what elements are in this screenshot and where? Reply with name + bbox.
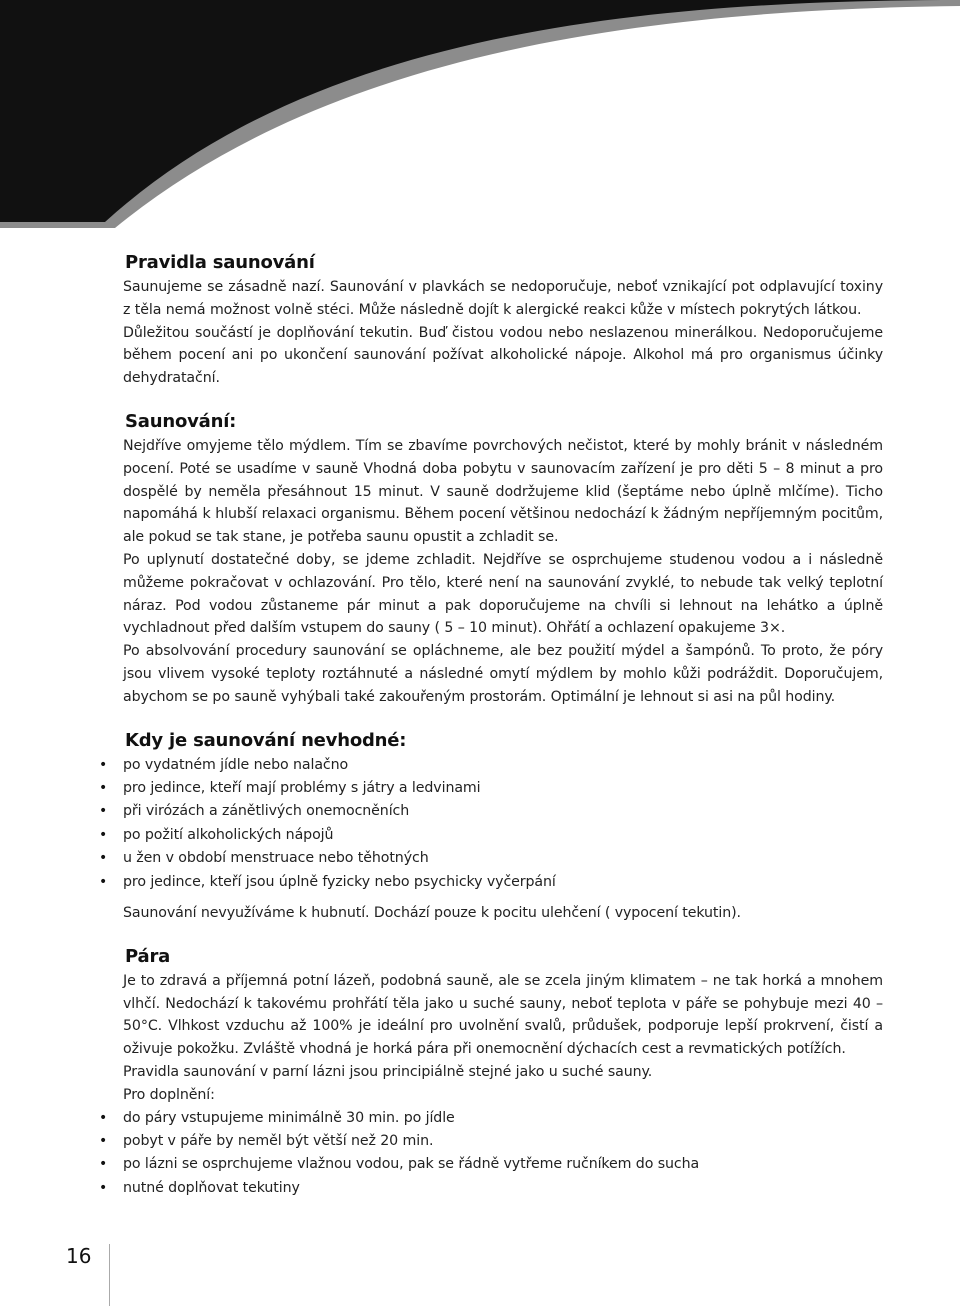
section-title: Pravidla saunování	[125, 252, 315, 273]
bullet-icon: •	[99, 779, 108, 796]
list-item: • pobyt v páře by neměl být větší než 20 min.	[123, 1130, 883, 1153]
note: Saunování nevyužíváme k hubnutí. Dochází pouze k pocitu ulehčení ( vypocení tekutin).	[123, 904, 741, 921]
bullet-list	[99, 754, 883, 894]
paragraph: Po absolvování procedury saunování se opláchneme, ale bez použití mýdel a šampónů. To proto, že póry jsou vlivem vysoké teploty roztáhnuté a následné omytí mýdlem by mohlo kůži podráždit. Doporučujem, abychom se po sauně vyhýbali také zakouřeným prostorám. Optimální je lehnout si asi na půl hodiny.	[123, 643, 883, 705]
paragraph: Důležitou součástí je doplňování tekutin. Buď čistou vodou nebo neslazenou minerálkou. Nedoporučujeme během pocení ani po ukončení saunování požívat alkoholické nápoje. Alkohol má pro organismus účinky dehydratační.	[123, 324, 883, 387]
section-steam	[99, 945, 883, 1200]
bullet-list	[99, 1107, 883, 1201]
bullet-icon: •	[99, 756, 108, 773]
page-number: 16	[66, 1244, 92, 1268]
list-item: • po vydatném jídle nebo nalačno	[123, 754, 883, 777]
list-item: • nutné doplňovat tekutiny	[123, 1177, 883, 1200]
paragraph: Nejdříve omyjeme tělo mýdlem. Tím se zbavíme povrchových nečistot, které by mohly bránit v následném pocení. Poté se usadíme v sauně Vhodná doba pobytu v saunovacím zařízení je pro děti 5 – 8 minut a pro dospělé by neměla přesáhnout 15 minut. V sauně dodržujeme klid (šeptáme nebo úplně mlčíme). Ticho napomáhá k hlubší relaxaci organismu. Během pocení většinou nedochází k žádným nepříjemným pocitům, ale pokud se tak stane, je potřeba saunu opustit a zchladit se.	[123, 437, 883, 546]
list-item: • pro jedince, kteří jsou úplně fyzicky nebo psychicky vyčerpání	[123, 871, 883, 894]
bullet-icon: •	[99, 1132, 108, 1149]
paragraph: Pravidla saunování v parní lázni jsou principiálně stejné jako u suché sauny.	[123, 1063, 653, 1080]
bullet-icon: •	[99, 1109, 108, 1126]
bullet-icon: •	[99, 1156, 108, 1173]
section-title: Kdy je saunování nevhodné:	[125, 729, 407, 751]
paragraph: Pro doplnění:	[123, 1086, 215, 1103]
section-title: Saunování:	[125, 410, 237, 432]
paragraph: Po uplynutí dostatečné doby, se jdeme zchladit. Nejdříve se osprchujeme studenou vodou a i následně můžeme pokračovat v ochlazování. Pro tělo, které není na saunování zvyklé, to nebude tak velký teplotní náraz. Pod vodou zůstaneme pár minut a pak doporučujeme na chvíli si lehnout na lehátko a úplně vychladnout před dalším vstupem do sauny ( 5 – 10 minut). Ohřátí a ochlazení opakujeme 3×.	[123, 551, 883, 637]
section-sauna-rules	[123, 252, 883, 390]
list-item: • pro jedince, kteří mají problémy s játry a ledvinami	[123, 777, 883, 800]
bullet-icon: •	[99, 1179, 108, 1196]
list-item: • do páry vstupujeme minimálně 30 min. po jídle	[123, 1107, 883, 1130]
list-item: • při virózách a zánětlivých onemocněních	[123, 800, 883, 823]
section-contraindications	[99, 729, 883, 925]
section-sauna-procedure	[123, 411, 883, 709]
list-item: • u žen v období menstruace nebo těhotných	[123, 847, 883, 870]
decorative-corner-swoosh	[0, 0, 960, 230]
section-title: Pára	[125, 945, 171, 967]
corner-black-shape	[0, 0, 960, 222]
page-number-divider	[109, 1244, 110, 1306]
bullet-icon: •	[99, 826, 108, 843]
document-body	[99, 252, 883, 1221]
bullet-icon: •	[99, 873, 108, 890]
paragraph: Saunujeme se zásadně nazí. Saunování v plavkách se nedoporučuje, neboť vznikající pot odplavující toxiny z těla nemá možnost volně stéci. Může následně dojít k alergické reakci kůže v místech pokrytých látkou.	[123, 279, 883, 318]
paragraph: Je to zdravá a příjemná potní lázeň, podobná sauně, ale se zcela jiným klimatem – ne tak horká a mnohem vlhčí. Nedochází k takovému prohřátí těla jako u suché sauny, neboť teplota v páře se pohybuje mezi 40 – 50°C. Vlhkost vzduchu až 100% je ideální pro uvolnění svalů, průdušek, podporuje lepší prokrvení, čistí a oživuje pokožku. Zvláště vhodná je horká pára při onemocnění dýchacích cest a revmatických potížích.	[123, 972, 883, 1058]
bullet-icon: •	[99, 803, 108, 820]
list-item: • po požití alkoholických nápojů	[123, 824, 883, 847]
bullet-icon: •	[99, 850, 108, 867]
list-item: • po lázni se osprchujeme vlažnou vodou, pak se řádně vytřeme ručníkem do sucha	[123, 1153, 883, 1176]
